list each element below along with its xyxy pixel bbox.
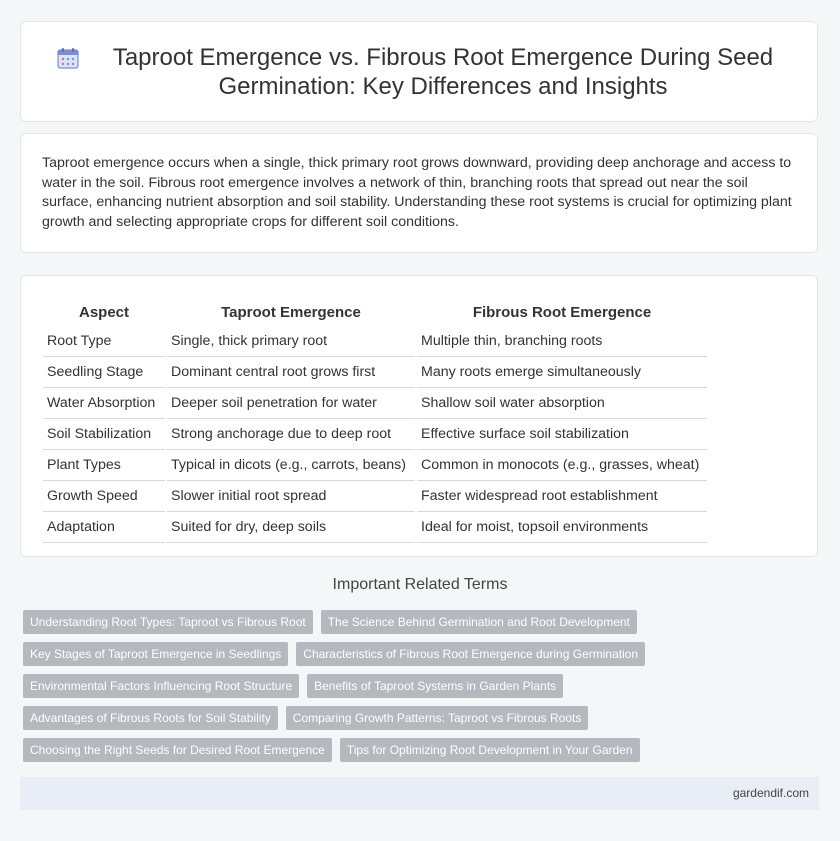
tag-row: [23, 642, 823, 666]
cell-fibrous: Multiple thin, branching roots: [417, 326, 707, 357]
cell-aspect: Water Absorption: [43, 388, 165, 419]
related-term-tag[interactable]: Key Stages of Taproot Emergence in Seedlings: [23, 642, 288, 666]
cell-taproot: Typical in dicots (e.g., carrots, beans): [167, 450, 415, 481]
cell-fibrous: Faster widespread root establishment: [417, 481, 707, 512]
cell-taproot: Strong anchorage due to deep root: [167, 419, 415, 450]
table-row: [43, 512, 707, 543]
header-aspect: Aspect: [78, 303, 130, 321]
comparison-table: [41, 294, 709, 543]
related-term-tag[interactable]: Choosing the Right Seeds for Desired Root Emergence: [23, 738, 332, 762]
page-title: Taproot Emergence vs. Fibrous Root Emergence During Seed Germination: Key Differences and Insights: [112, 43, 774, 100]
cell-taproot: Dominant central root grows first: [167, 357, 415, 388]
related-terms-list: [23, 610, 823, 770]
related-term-tag[interactable]: Characteristics of Fibrous Root Emergence during Germination: [296, 642, 645, 666]
table-row: [43, 450, 707, 481]
related-term-tag[interactable]: Comparing Growth Patterns: Taproot vs Fibrous Roots: [286, 706, 589, 730]
header-card: [20, 21, 818, 122]
footer-site-link[interactable]: gardendif.com: [732, 786, 809, 800]
intro-card: [20, 133, 818, 253]
cell-aspect: Seedling Stage: [43, 357, 165, 388]
cell-taproot: Slower initial root spread: [167, 481, 415, 512]
cell-aspect: Growth Speed: [43, 481, 165, 512]
cell-aspect: Root Type: [43, 326, 165, 357]
cell-aspect: Plant Types: [43, 450, 165, 481]
table-row: [43, 388, 707, 419]
table-row: [43, 419, 707, 450]
related-term-tag[interactable]: Tips for Optimizing Root Development in Your Garden: [340, 738, 640, 762]
comparison-card: [20, 275, 818, 557]
tag-row: [23, 738, 823, 762]
header-inner: [55, 43, 783, 101]
header-fibrous: Fibrous Root Emergence: [472, 303, 652, 321]
header-taproot: Taproot Emergence: [221, 303, 361, 321]
table-row: [43, 326, 707, 357]
tag-row: [23, 610, 823, 634]
related-terms-heading: Important Related Terms: [332, 576, 508, 593]
cell-taproot: Suited for dry, deep soils: [167, 512, 415, 543]
cell-aspect: Adaptation: [43, 512, 165, 543]
table-header-row: [43, 294, 707, 326]
table-row: [43, 357, 707, 388]
related-term-tag[interactable]: Advantages of Fibrous Roots for Soil Stability: [23, 706, 278, 730]
tag-row: [23, 674, 823, 698]
footer: [20, 777, 819, 810]
table-row: [43, 481, 707, 512]
cell-fibrous: Ideal for moist, topsoil environments: [417, 512, 707, 543]
cell-fibrous: Common in monocots (e.g., grasses, wheat): [417, 450, 707, 481]
related-term-tag[interactable]: The Science Behind Germination and Root Development: [321, 610, 637, 634]
related-term-tag[interactable]: Benefits of Taproot Systems in Garden Plants: [307, 674, 563, 698]
cell-taproot: Single, thick primary root: [167, 326, 415, 357]
related-term-tag[interactable]: Environmental Factors Influencing Root Structure: [23, 674, 299, 698]
cell-fibrous: Shallow soil water absorption: [417, 388, 707, 419]
intro-paragraph: Taproot emergence occurs when a single, thick primary root grows downward, providing deep anchorage and access to water in the soil. Fibrous root emergence involves a network of thin, branching roots that spread out near the soil surface, enhancing nutrient absorption and soil stability. Understanding these root systems is crucial for optimizing plant growth and selecting appropriate crops for different soil conditions.: [42, 155, 792, 230]
cell-fibrous: Many roots emerge simultaneously: [417, 357, 707, 388]
calendar-icon: [55, 45, 81, 71]
related-term-tag[interactable]: Understanding Root Types: Taproot vs Fibrous Root: [23, 610, 313, 634]
cell-taproot: Deeper soil penetration for water: [167, 388, 415, 419]
cell-aspect: Soil Stabilization: [43, 419, 165, 450]
tag-row: [23, 706, 823, 730]
cell-fibrous: Effective surface soil stabilization: [417, 419, 707, 450]
